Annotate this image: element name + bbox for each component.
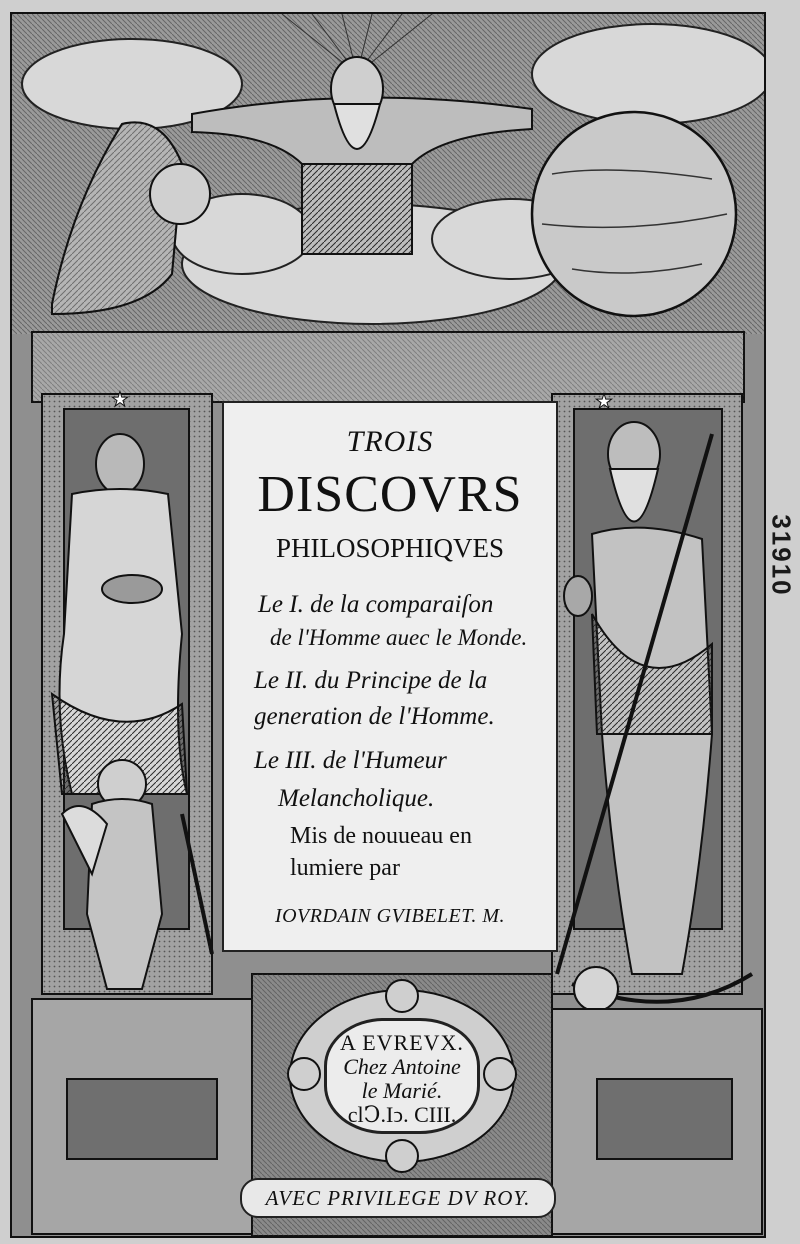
imprint-cartouche [324, 1018, 480, 1134]
republished-line-a: Mis de nouueau en [290, 823, 472, 849]
imprint-date: clↃ.Iↄ. CIII. [347, 1102, 457, 1127]
privilege-banner: AVEC PRIVILEGE DV ROY. [240, 1178, 556, 1218]
author-name: IOVRDAIN GVIBELET. M. [274, 905, 506, 927]
title-discours: DISCOVRS [257, 466, 523, 523]
large-globe [532, 112, 736, 316]
imprint-publisher-b: le Marié. [361, 1078, 443, 1103]
star-icon: ★ [595, 391, 613, 413]
imprint-city: A EVREVX. [340, 1030, 464, 1055]
part2-line-b: generation de l'Homme. [254, 703, 495, 730]
title-trois: TROIS [346, 425, 434, 458]
republished-line-b: lumiere par [290, 855, 400, 881]
shelfmark-number: 31910 [766, 513, 797, 597]
title-philosophiques: PHILOSOPHIQVES [275, 533, 505, 563]
engraved-frontispiece [10, 12, 766, 1238]
title-panel [222, 401, 558, 952]
part3-line-a: Le III. de l'Humeur [254, 747, 447, 774]
star-icon: ★ [111, 389, 129, 411]
part2-line-a: Le II. du Principe de la [254, 667, 488, 694]
part3-line-b: Melancholique. [278, 785, 435, 812]
part1-line-b: de l'Homme auec le Monde. [270, 625, 528, 650]
part1-line-a: Le I. de la comparaiſon [258, 591, 494, 618]
shelfmark-label [764, 470, 798, 640]
imprint-publisher-a: Chez Antoine [343, 1054, 461, 1079]
